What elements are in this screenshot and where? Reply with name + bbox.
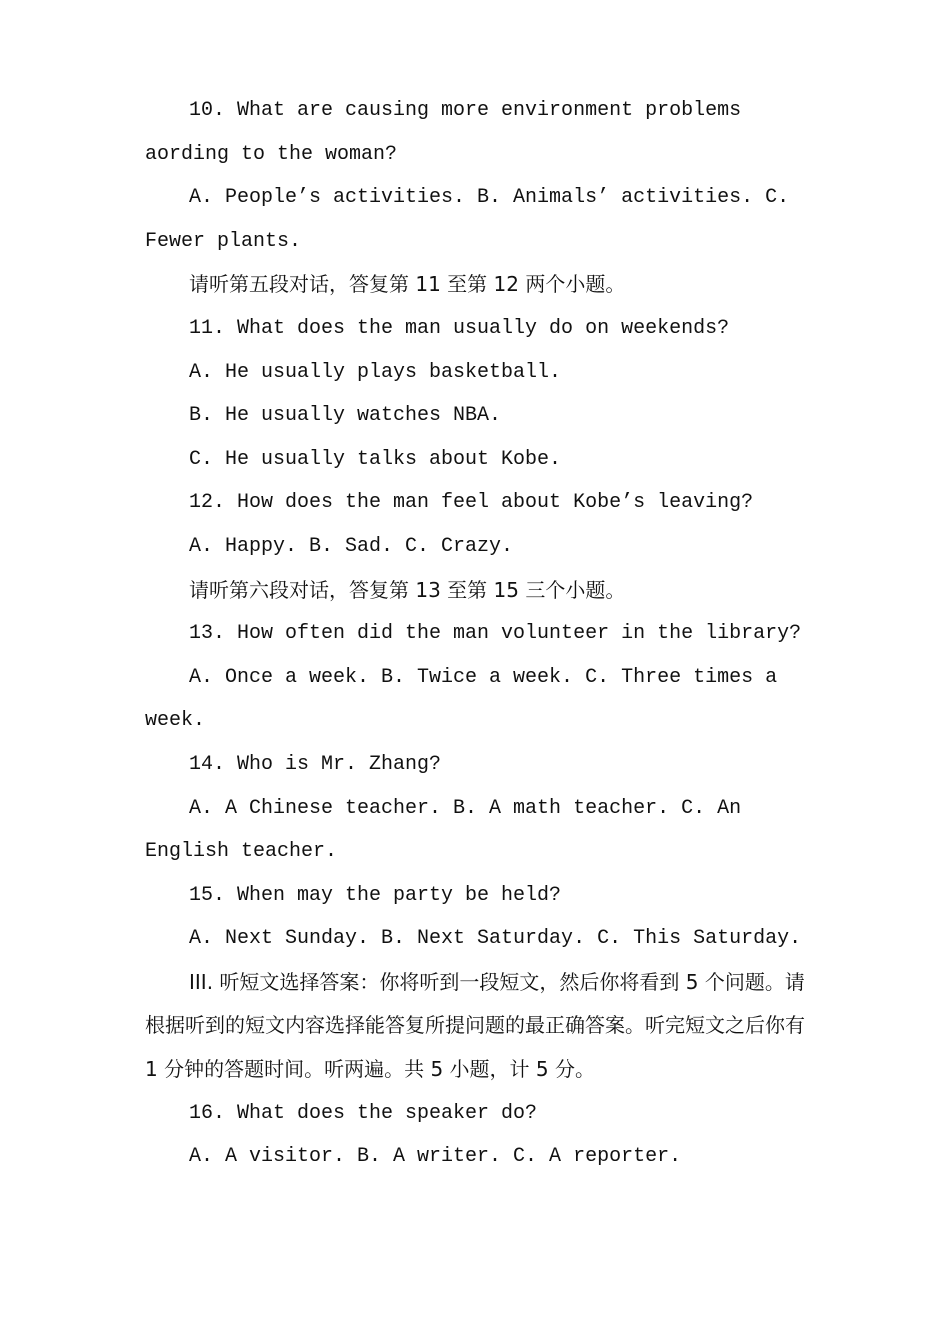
- question-16-options: A. A visitor. B. A writer. C. A reporter.: [189, 1145, 682, 1169]
- document-body: [145, 89, 812, 1179]
- question-13: 13. How often did the man volunteer in the library?: [189, 622, 802, 646]
- question-11: 11. What does the man usually do on weekends?: [189, 316, 730, 340]
- section-iii-instruction: III. 听短文选择答案：你将听到一段短文，然后你将看到 5 个问题。请根据听到的短文内容选择能答复所提问题的最正确答案。听完短文之后你有 1 分钟的答题时间。听两遍。共 5 小题，计 5 分。: [145, 969, 812, 1082]
- question-12: 12. How does the man feel about Kobe’s leaving?: [189, 491, 754, 515]
- section-instruction-dialogue-6: 请听第六段对话，答复第 13 至第 15 三个小题。: [189, 577, 626, 602]
- question-14-options: A. A Chinese teacher. B. A math teacher. C. An English teacher.: [145, 796, 754, 864]
- question-14: 14. Who is Mr. Zhang?: [189, 752, 442, 776]
- question-11-option-c: C. He usually talks about Kobe.: [189, 447, 562, 471]
- question-10-options: A. People’s activities. B. Animals’ activities. C. Fewer plants.: [145, 186, 802, 253]
- question-13-options: A. Once a week. B. Twice a week. C. Three times a week.: [145, 665, 790, 733]
- question-15-options: A. Next Sunday. B. Next Saturday. C. This Saturday.: [189, 927, 802, 951]
- question-12-options: A. Happy. B. Sad. C. Crazy.: [189, 534, 514, 558]
- question-11-option-a: A. He usually plays basketball.: [189, 360, 562, 384]
- question-15: 15. When may the party be held?: [189, 883, 562, 907]
- question-10: 10. What are causing more environment problems aording to the woman?: [145, 99, 754, 166]
- question-16: 16. What does the speaker do?: [189, 1101, 538, 1125]
- question-11-option-b: B. He usually watches NBA.: [189, 404, 502, 428]
- section-instruction-dialogue-5: 请听第五段对话，答复第 11 至第 12 两个小题。: [189, 272, 626, 297]
